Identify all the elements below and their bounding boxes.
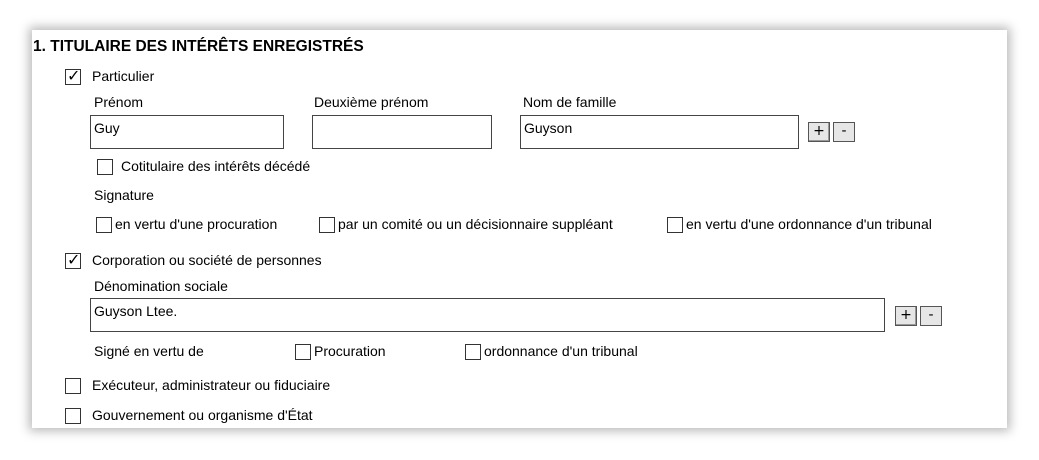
sig-comite-checkbox[interactable] — [319, 217, 335, 233]
gouvernement-checkbox[interactable] — [65, 408, 81, 424]
add-denomination-button[interactable]: + — [895, 306, 917, 326]
deuxieme-prenom-input[interactable] — [312, 115, 492, 149]
corporation-checkbox[interactable] — [65, 250, 81, 269]
procuration-checkbox[interactable] — [295, 344, 311, 360]
sig-procuration-checkbox[interactable] — [96, 217, 112, 233]
denomination-label: Dénomination sociale — [94, 278, 228, 294]
corporation-label: Corporation ou société de personnes — [92, 252, 322, 268]
gouvernement-label: Gouvernement ou organisme d'État — [92, 407, 313, 423]
cotitulaire-checkbox[interactable] — [97, 159, 113, 175]
ordonnance-label: ordonnance d'un tribunal — [484, 343, 638, 359]
remove-denomination-button[interactable]: - — [920, 306, 942, 326]
particulier-checkbox[interactable] — [65, 66, 81, 85]
prenom-input[interactable]: Guy — [90, 115, 284, 149]
checkmark-icon: ✓ — [67, 66, 81, 85]
ordonnance-checkbox[interactable] — [465, 344, 481, 360]
prenom-label: Prénom — [94, 94, 144, 110]
signature-label: Signature — [94, 187, 154, 203]
section-title: 1. TITULAIRE DES INTÉRÊTS ENREGISTRÉS — [33, 38, 364, 55]
cotitulaire-label: Cotitulaire des intérêts décédé — [121, 158, 311, 174]
particulier-label: Particulier — [92, 68, 155, 84]
executeur-checkbox[interactable] — [65, 378, 81, 394]
deuxieme-prenom-label: Deuxième prénom — [314, 94, 429, 110]
nom-famille-input[interactable]: Guyson — [520, 115, 799, 149]
checkmark-icon: ✓ — [67, 250, 81, 269]
remove-name-button[interactable]: - — [833, 122, 855, 142]
denomination-input[interactable]: Guyson Ltee. — [90, 298, 885, 332]
nom-famille-label: Nom de famille — [523, 94, 617, 110]
sig-ordonnance-checkbox[interactable] — [667, 217, 683, 233]
sig-procuration-label: en vertu d'une procuration — [115, 216, 278, 232]
executeur-label: Exécuteur, administrateur ou fiduciaire — [92, 377, 331, 393]
sig-comite-label: par un comité ou un décisionnaire suppléant — [338, 216, 613, 232]
add-name-button[interactable]: + — [808, 122, 830, 142]
procuration-label: Procuration — [314, 343, 386, 359]
sig-ordonnance-label: en vertu d'une ordonnance d'un tribunal — [686, 216, 932, 232]
signe-en-vertu-label: Signé en vertu de — [94, 343, 204, 359]
